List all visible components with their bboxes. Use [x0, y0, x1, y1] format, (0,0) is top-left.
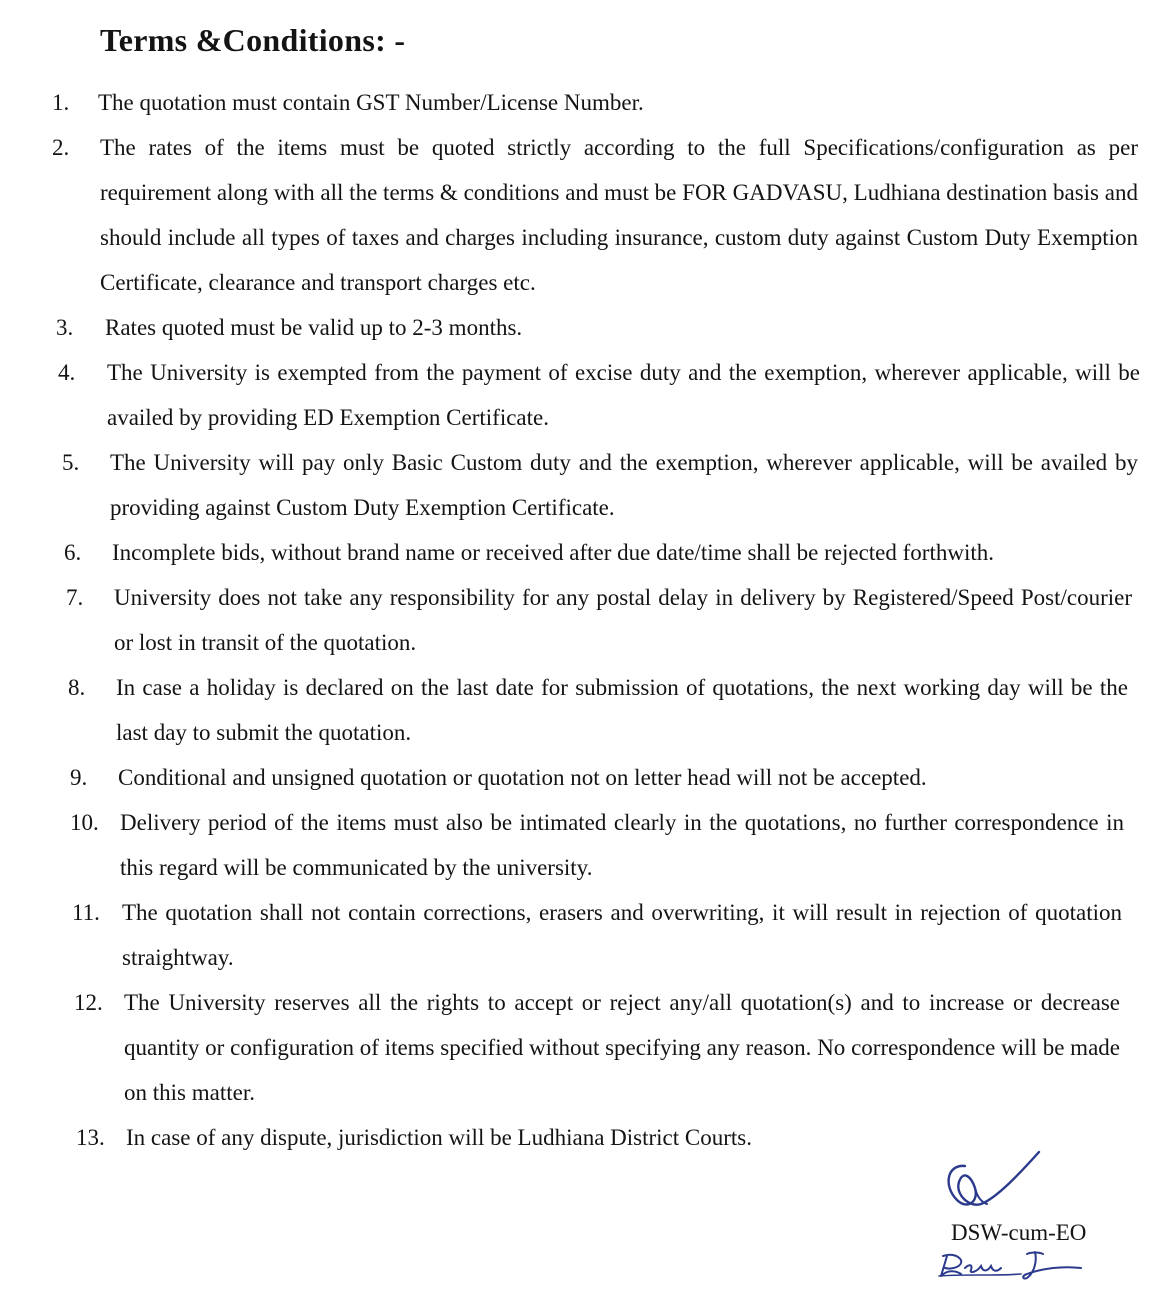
term-item-10	[0, 800, 1176, 890]
term-text: Rates quoted must be valid up to 2-3 months.	[105, 315, 523, 340]
term-text: The quotation must contain GST Number/License Number.	[98, 90, 644, 115]
term-text: Delivery period of the items must also be intimated clearly in the quotations, no further correspondence in this regard will be communicated by the university.	[120, 810, 1124, 880]
term-item-6	[0, 530, 1176, 575]
signatory-designation: DSW-cum-EO	[951, 1220, 1087, 1245]
term-item-12	[0, 980, 1176, 1115]
term-item-4	[0, 350, 1176, 440]
term-text: The University is exempted from the payment of excise duty and the exemption, wherever applicable, will be availed by providing ED Exemption Certificate.	[107, 360, 1140, 430]
term-item-7	[0, 575, 1176, 665]
term-number: 4.	[58, 360, 76, 385]
signature-block	[935, 1148, 1125, 1288]
term-number: 3.	[56, 315, 74, 340]
term-number: 1.	[52, 90, 70, 115]
term-number: 10.	[70, 810, 99, 835]
term-number: 6.	[64, 540, 82, 565]
term-number: 12.	[74, 990, 103, 1015]
term-item-3	[0, 305, 1176, 350]
term-text: Conditional and unsigned quotation or quotation not on letter head will not be accepted.	[118, 765, 927, 790]
term-item-9	[0, 755, 1176, 800]
term-item-8	[0, 665, 1176, 755]
term-number: 13.	[76, 1125, 105, 1150]
term-number: 7.	[66, 585, 84, 610]
document-title: Terms &Conditions: -	[100, 22, 406, 58]
term-text: The rates of the items must be quoted strictly according to the full Specifications/configuration as per requirement along with all the terms & conditions and must be FOR GADVASU, Ludhiana destination basis and should include all types of taxes and charges including insurance, custom duty against Custom Duty Exemption Certificate, clearance and transport charges etc.	[100, 135, 1138, 295]
term-number: 11.	[72, 900, 100, 925]
term-item-1	[0, 80, 1176, 125]
term-number: 5.	[62, 450, 80, 475]
term-text: Incomplete bids, without brand name or received after due date/time shall be rejected forthwith.	[112, 540, 994, 565]
term-text: In case of any dispute, jurisdiction will be Ludhiana District Courts.	[126, 1125, 752, 1150]
term-item-5	[0, 440, 1176, 530]
initials-icon	[935, 1246, 1095, 1282]
signature-mark-icon	[935, 1148, 1055, 1228]
term-text: In case a holiday is declared on the last date for submission of quotations, the next working day will be the last day to submit the quotation.	[116, 675, 1128, 745]
term-number: 9.	[70, 765, 88, 790]
term-text: University does not take any responsibility for any postal delay in delivery by Registered/Speed Post/courier or lost in transit of the quotation.	[114, 585, 1132, 655]
term-number: 2.	[52, 135, 70, 160]
term-item-11	[0, 890, 1176, 980]
term-number: 8.	[68, 675, 86, 700]
term-text: The University reserves all the rights to accept or reject any/all quotation(s) and to increase or decrease quantity or configuration of items specified without specifying any reason. No correspondence will be made on this matter.	[124, 990, 1120, 1105]
term-text: The quotation shall not contain corrections, erasers and overwriting, it will result in rejection of quotation straightway.	[122, 900, 1122, 970]
term-item-2	[0, 125, 1176, 305]
term-text: The University will pay only Basic Custom duty and the exemption, wherever applicable, will be availed by providing against Custom Duty Exemption Certificate.	[110, 450, 1138, 520]
terms-list	[0, 80, 1176, 1160]
